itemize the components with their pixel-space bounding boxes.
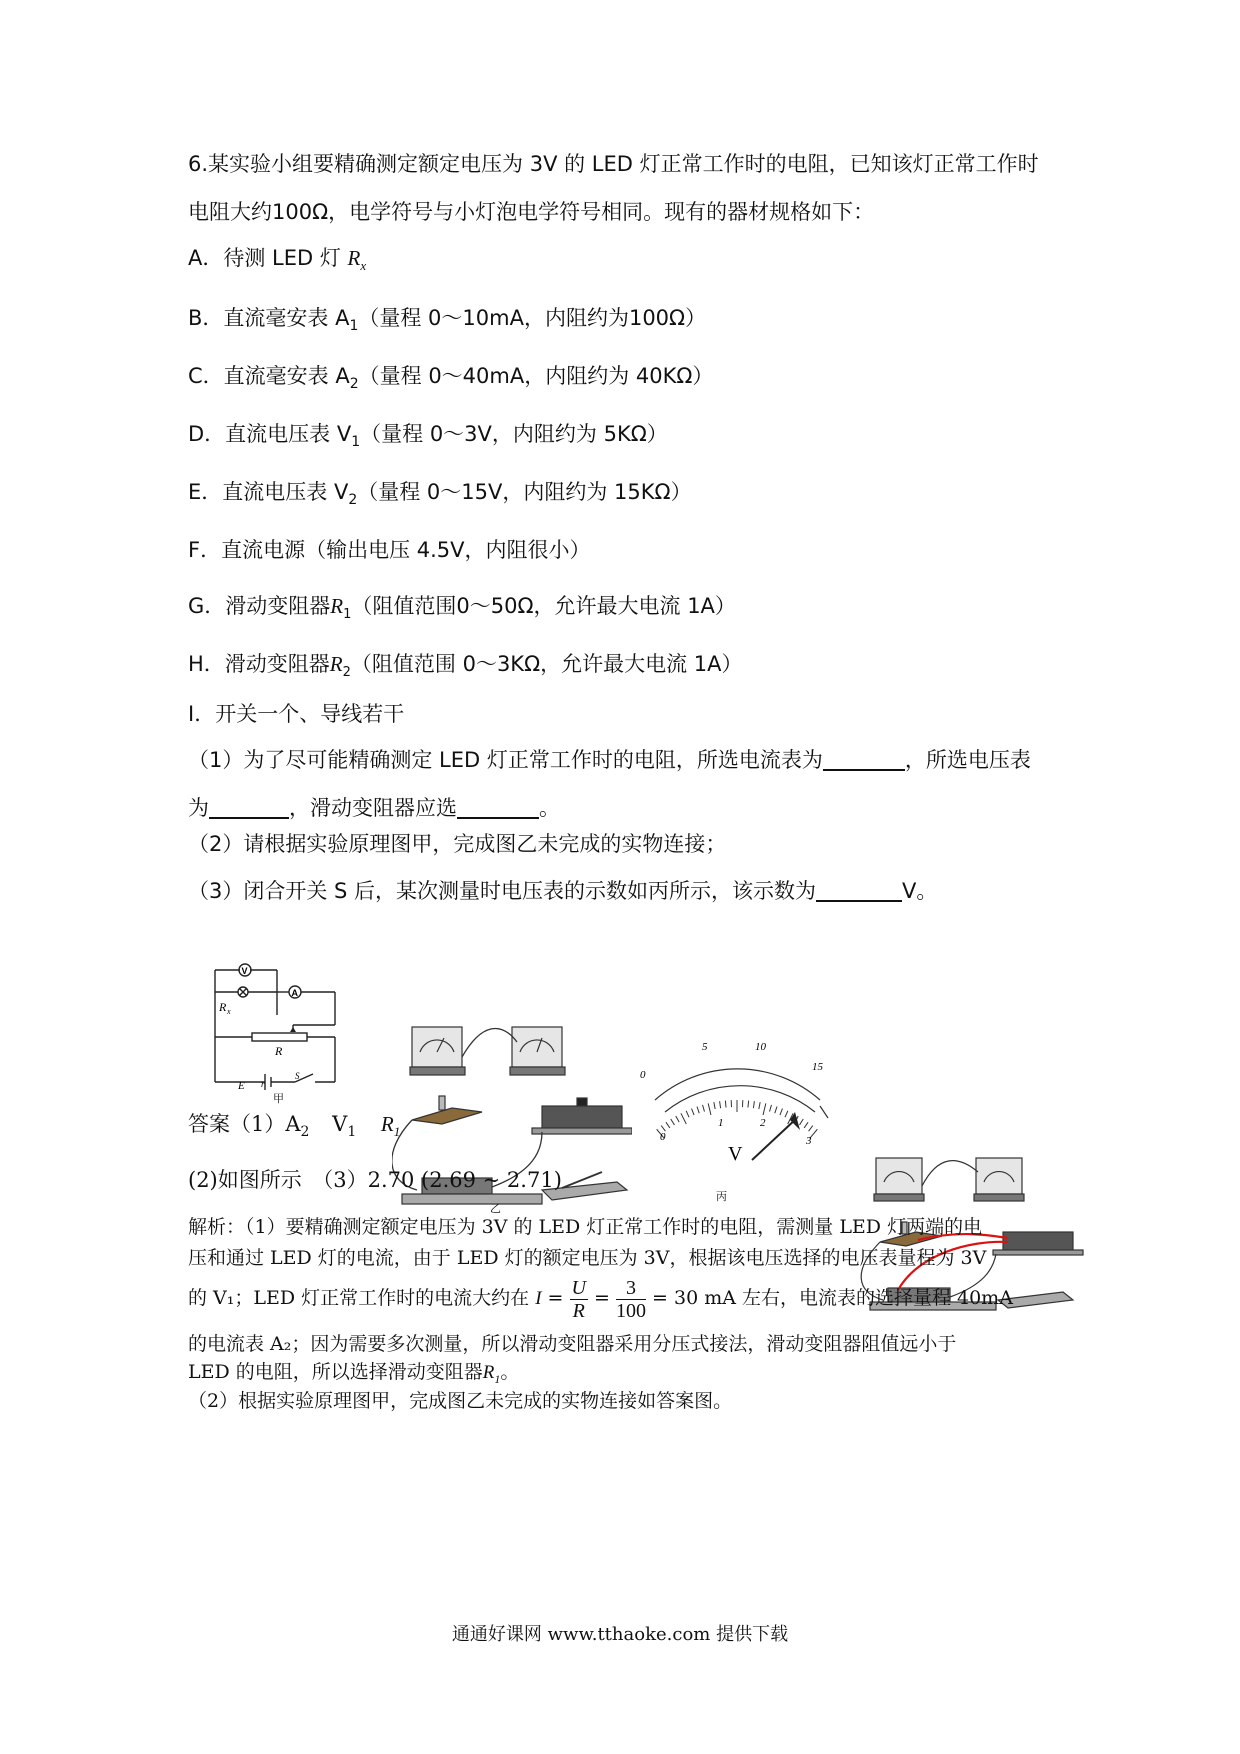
scale-top-10: 10 xyxy=(755,1041,766,1053)
scale-bottom-0: 0 xyxy=(660,1131,666,1143)
scale-top-zero: 0 xyxy=(640,1069,646,1081)
item-c: C．直流毫安表 $A_2$（量程 0～40mA，内阻约为 40KΩ） xyxy=(188,364,714,393)
voltmeter-scale-bing xyxy=(640,1000,835,1170)
answer-blank-ammeter[interactable] xyxy=(823,747,905,771)
item-a: A．待测 LED 灯 $R_x$ xyxy=(188,246,367,274)
caption-bing: 丙 xyxy=(716,1190,727,1203)
emf-label: E xyxy=(238,1080,245,1090)
scale-bottom-1: 1 xyxy=(718,1117,724,1129)
switch-label: S xyxy=(295,1071,300,1081)
rx-sub-label: x xyxy=(227,1007,231,1016)
fraction-u-over-r: $\frac{U}{R}$ xyxy=(571,1276,586,1322)
scale-tick xyxy=(714,1102,715,1109)
voltmeter-symbol-label: V xyxy=(241,966,248,976)
question-line-1: 6.某实验小组要精确测定额定电压为 3V 的 LED 灯正常工作时的电阻，已知该灯正常工作时 xyxy=(188,152,1039,176)
scale-tick xyxy=(763,1103,766,1115)
scale-bottom-2: 2 xyxy=(760,1117,766,1129)
scale-unit: V xyxy=(728,1143,743,1165)
question-line-2: 电阻大约100Ω，电学符号与小灯泡电学符号相同。现有的器材规格如下： xyxy=(188,200,875,224)
scale-tick xyxy=(785,1111,788,1117)
question-2: （2）请根据实验原理图甲，完成图乙未完成的实物连接； xyxy=(188,832,727,856)
analysis-line-6: （2）根据实验原理图甲，完成图乙未完成的实物连接如答案图。 xyxy=(188,1390,733,1412)
answer-line-2: (2)如图所示 （3）2.70 (2.69 ~ 2.71) xyxy=(188,1168,562,1192)
scale-tick xyxy=(753,1101,754,1108)
circuit-diagram-jia xyxy=(205,955,355,1090)
page-footer: 通通好课网 www.tthaoke.com 提供下载 xyxy=(451,1624,789,1645)
answer-blank-voltmeter[interactable] xyxy=(209,795,289,819)
scale-tick xyxy=(804,1122,808,1128)
ammeter-symbol-label: A xyxy=(291,988,298,998)
item-g: G．滑动变阻器$R_1$（阻值范围0～50Ω，允许最大电流 1A） xyxy=(188,594,736,623)
item-d: D．直流电压表 $V_1$（量程 0～3V，内阻约为 5KΩ） xyxy=(188,422,668,451)
scale-tick xyxy=(703,1105,705,1112)
scale-tick xyxy=(676,1116,679,1122)
item-i: I．开关一个、导线若干 xyxy=(188,702,405,726)
scale-tick xyxy=(692,1109,695,1116)
fraction-3-over-100: $\frac{3}{100}$ xyxy=(615,1276,646,1322)
scale-tick xyxy=(686,1111,689,1117)
rheostat-label: R xyxy=(275,1044,283,1058)
answer-blank-rheostat[interactable] xyxy=(457,795,539,819)
scale-tick xyxy=(708,1103,711,1115)
scale-tick xyxy=(725,1101,726,1108)
scale-tick xyxy=(697,1107,699,1114)
scale-tick xyxy=(775,1107,777,1114)
analysis-line-3: 的 V₁；LED 灯正常工作时的电流大约在 I = $\frac{U}{R}$ = $\frac{3}{100}$ = 30 mA 左右，电流表的选择量程 40mA xyxy=(188,1276,1013,1322)
scale-tick xyxy=(720,1101,721,1108)
scale-tick xyxy=(809,1126,813,1132)
analysis-line-5: LED 的电阻，所以选择滑动变阻器$R_1$。 xyxy=(188,1361,520,1386)
scale-top-15: 15 xyxy=(812,1061,823,1073)
analysis-line-4: 的电流表 A₂；因为需要多次测量，所以滑动变阻器采用分压式接法，滑动变阻器阻值远小于 xyxy=(188,1333,957,1355)
internal-r-label: r xyxy=(261,1079,265,1089)
question-3: （3）闭合开关 S 后，某次测量时电压表的示数如丙所示，该示数为 V。 xyxy=(188,879,938,903)
question-1-line-1: （1）为了尽可能精确测定 LED 灯正常工作时的电阻，所选电流表为 ，所选电压表 xyxy=(188,748,1031,772)
answer-line-1: 答案$(1)A_2$ $V_1$ $R_1$ xyxy=(188,1112,401,1141)
scale-top-5: 5 xyxy=(702,1041,708,1053)
scale-bottom-3: 3 xyxy=(806,1135,812,1147)
analysis-line-2: 压和通过 LED 灯的电流，由于 LED 灯的额定电压为 3V，根据该电压选择的电压表量程为 3V xyxy=(188,1247,987,1269)
answer-blank-voltage[interactable] xyxy=(816,878,902,902)
scale-tick xyxy=(671,1119,675,1125)
caption-yi: 乙 xyxy=(490,1202,501,1215)
scale-tick xyxy=(748,1101,749,1108)
scale-tick xyxy=(759,1102,760,1109)
item-b: B．直流毫安表 $A_1$（量程 0～10mA，内阻约为100Ω） xyxy=(188,306,707,335)
scale-tick xyxy=(800,1119,804,1125)
rx-label: R xyxy=(219,1000,227,1014)
item-h: H．滑动变阻器$R_2$（阻值范围 0～3KΩ，允许最大电流 1A） xyxy=(188,652,743,681)
scale-tick xyxy=(770,1105,772,1112)
caption-jia: 甲 xyxy=(273,1092,284,1105)
scale-tick xyxy=(681,1113,686,1124)
question-1-line-2: 为 ，滑动变阻器应选 。 xyxy=(188,796,560,820)
item-f: F．直流电源（输出电压 4.5V，内阻很小） xyxy=(188,538,591,562)
analysis-line-1: 解析：（1）要精确测定额定电压为 3V 的 LED 灯正常工作时的电阻，需测量 LED 灯两端的电 xyxy=(188,1216,983,1238)
scale-tick xyxy=(780,1109,783,1116)
scale-tick xyxy=(666,1122,670,1128)
item-e: E．直流电压表 $V_2$（量程 0～15V，内阻约为 15KΩ） xyxy=(188,480,692,509)
